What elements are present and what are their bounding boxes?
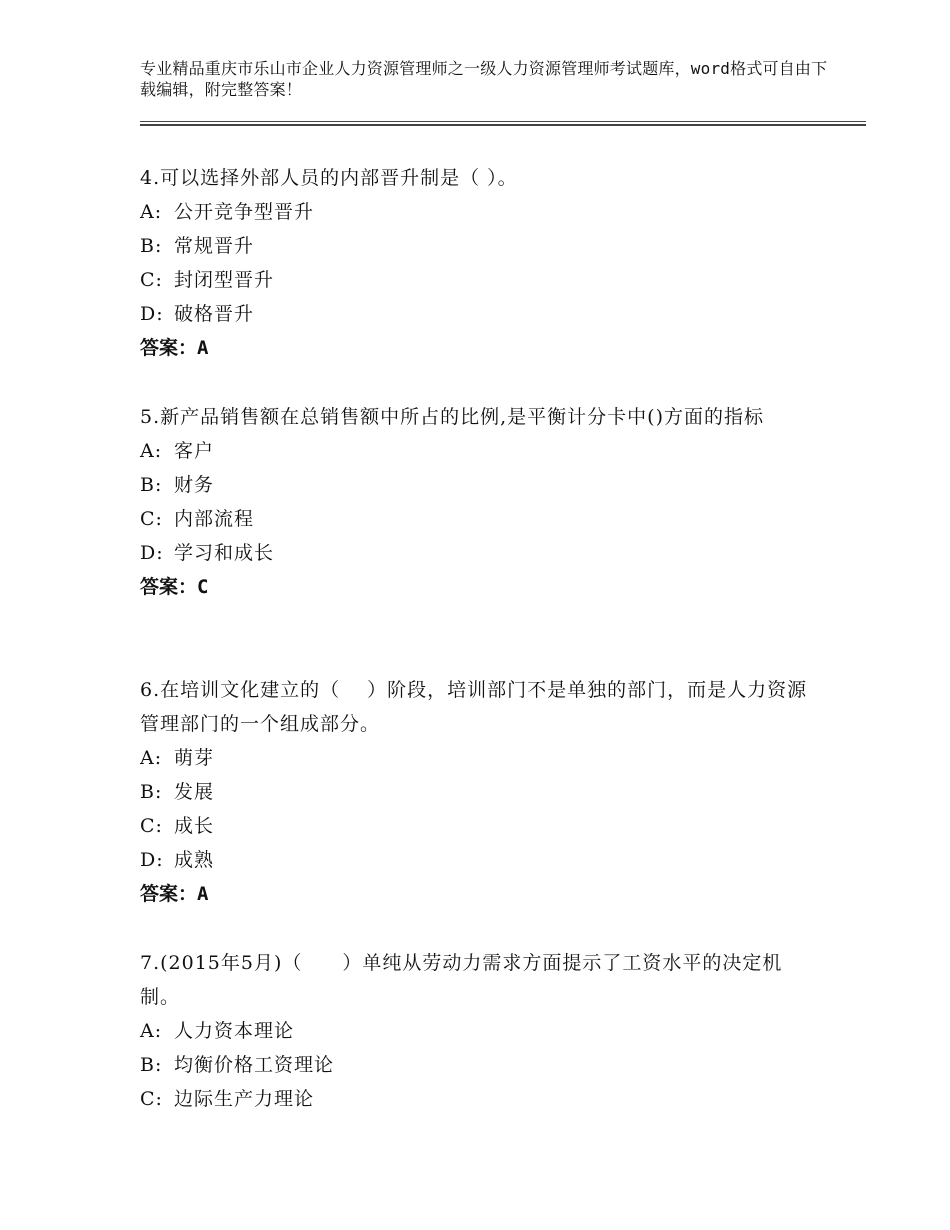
header-divider-thick xyxy=(140,124,866,126)
option-text: 破格晋升 xyxy=(174,303,255,325)
answer-value: A xyxy=(197,337,209,359)
option-key: C: xyxy=(140,815,163,837)
option-key: D: xyxy=(140,303,164,325)
option-text: 封闭型晋升 xyxy=(174,269,275,291)
option-key: B: xyxy=(140,1054,163,1076)
answer-line xyxy=(140,331,820,365)
document-header: 专业精品重庆市乐山市企业人力资源管理师之一级人力资源管理师考试题库，word格式可自由下载编辑，附完整答案！ xyxy=(140,59,828,99)
answer-label: 答案： xyxy=(140,883,198,905)
option-c xyxy=(140,502,820,536)
option-key: A: xyxy=(140,747,163,769)
option-key: C: xyxy=(140,1088,163,1110)
option-text: 内部流程 xyxy=(174,508,255,530)
option-text: 人力资本理论 xyxy=(174,1020,295,1042)
option-key: B: xyxy=(140,474,163,496)
answer-value: A xyxy=(197,883,209,905)
question-5 xyxy=(140,400,820,604)
question-stem: 4.可以选择外部人员的内部晋升制是（ ）。 xyxy=(140,167,518,189)
question-7 xyxy=(140,946,820,1116)
option-text: 发展 xyxy=(174,781,215,803)
option-d xyxy=(140,297,820,331)
option-b xyxy=(140,775,820,809)
option-text: 公开竞争型晋升 xyxy=(174,201,315,223)
answer-label: 答案： xyxy=(140,337,198,359)
question-stem: 5.新产品销售额在总销售额中所占的比例,是平衡计分卡中()方面的指标 xyxy=(140,406,764,428)
answer-line xyxy=(140,877,820,911)
option-c xyxy=(140,263,820,297)
question-4 xyxy=(140,161,820,365)
option-key: C: xyxy=(140,508,163,530)
option-text: 边际生产力理论 xyxy=(174,1088,315,1110)
option-d xyxy=(140,536,820,570)
option-b xyxy=(140,1048,820,1082)
option-b xyxy=(140,468,820,502)
question-6 xyxy=(140,673,820,911)
option-a xyxy=(140,741,820,775)
option-text: 萌芽 xyxy=(174,747,215,769)
option-text: 客户 xyxy=(174,440,215,462)
option-text: 成长 xyxy=(174,815,215,837)
option-b xyxy=(140,229,820,263)
option-key: B: xyxy=(140,235,163,257)
question-stem: 7.(2015年5月)（ ）单纯从劳动力需求方面提示了工资水平的决定机制。 xyxy=(140,952,783,1008)
option-key: A: xyxy=(140,440,163,462)
option-text: 常规晋升 xyxy=(174,235,255,257)
header-divider-thin xyxy=(140,121,866,122)
answer-label: 答案： xyxy=(140,576,198,598)
option-key: D: xyxy=(140,849,164,871)
option-a xyxy=(140,1014,820,1048)
option-key: C: xyxy=(140,269,163,291)
option-d xyxy=(140,843,820,877)
option-c xyxy=(140,1082,820,1116)
answer-value: C xyxy=(197,576,209,598)
option-c xyxy=(140,809,820,843)
option-a xyxy=(140,434,820,468)
option-a xyxy=(140,195,820,229)
option-key: A: xyxy=(140,1020,163,1042)
question-stem: 6.在培训文化建立的（ ）阶段，培训部门不是单独的部门，而是人力资源管理部门的一个组成部分。 xyxy=(140,679,808,735)
answer-line xyxy=(140,570,820,604)
option-text: 均衡价格工资理论 xyxy=(174,1054,335,1076)
option-text: 学习和成长 xyxy=(174,542,275,564)
option-key: A: xyxy=(140,201,163,223)
option-key: B: xyxy=(140,781,163,803)
option-text: 财务 xyxy=(174,474,215,496)
option-text: 成熟 xyxy=(174,849,215,871)
option-key: D: xyxy=(140,542,164,564)
